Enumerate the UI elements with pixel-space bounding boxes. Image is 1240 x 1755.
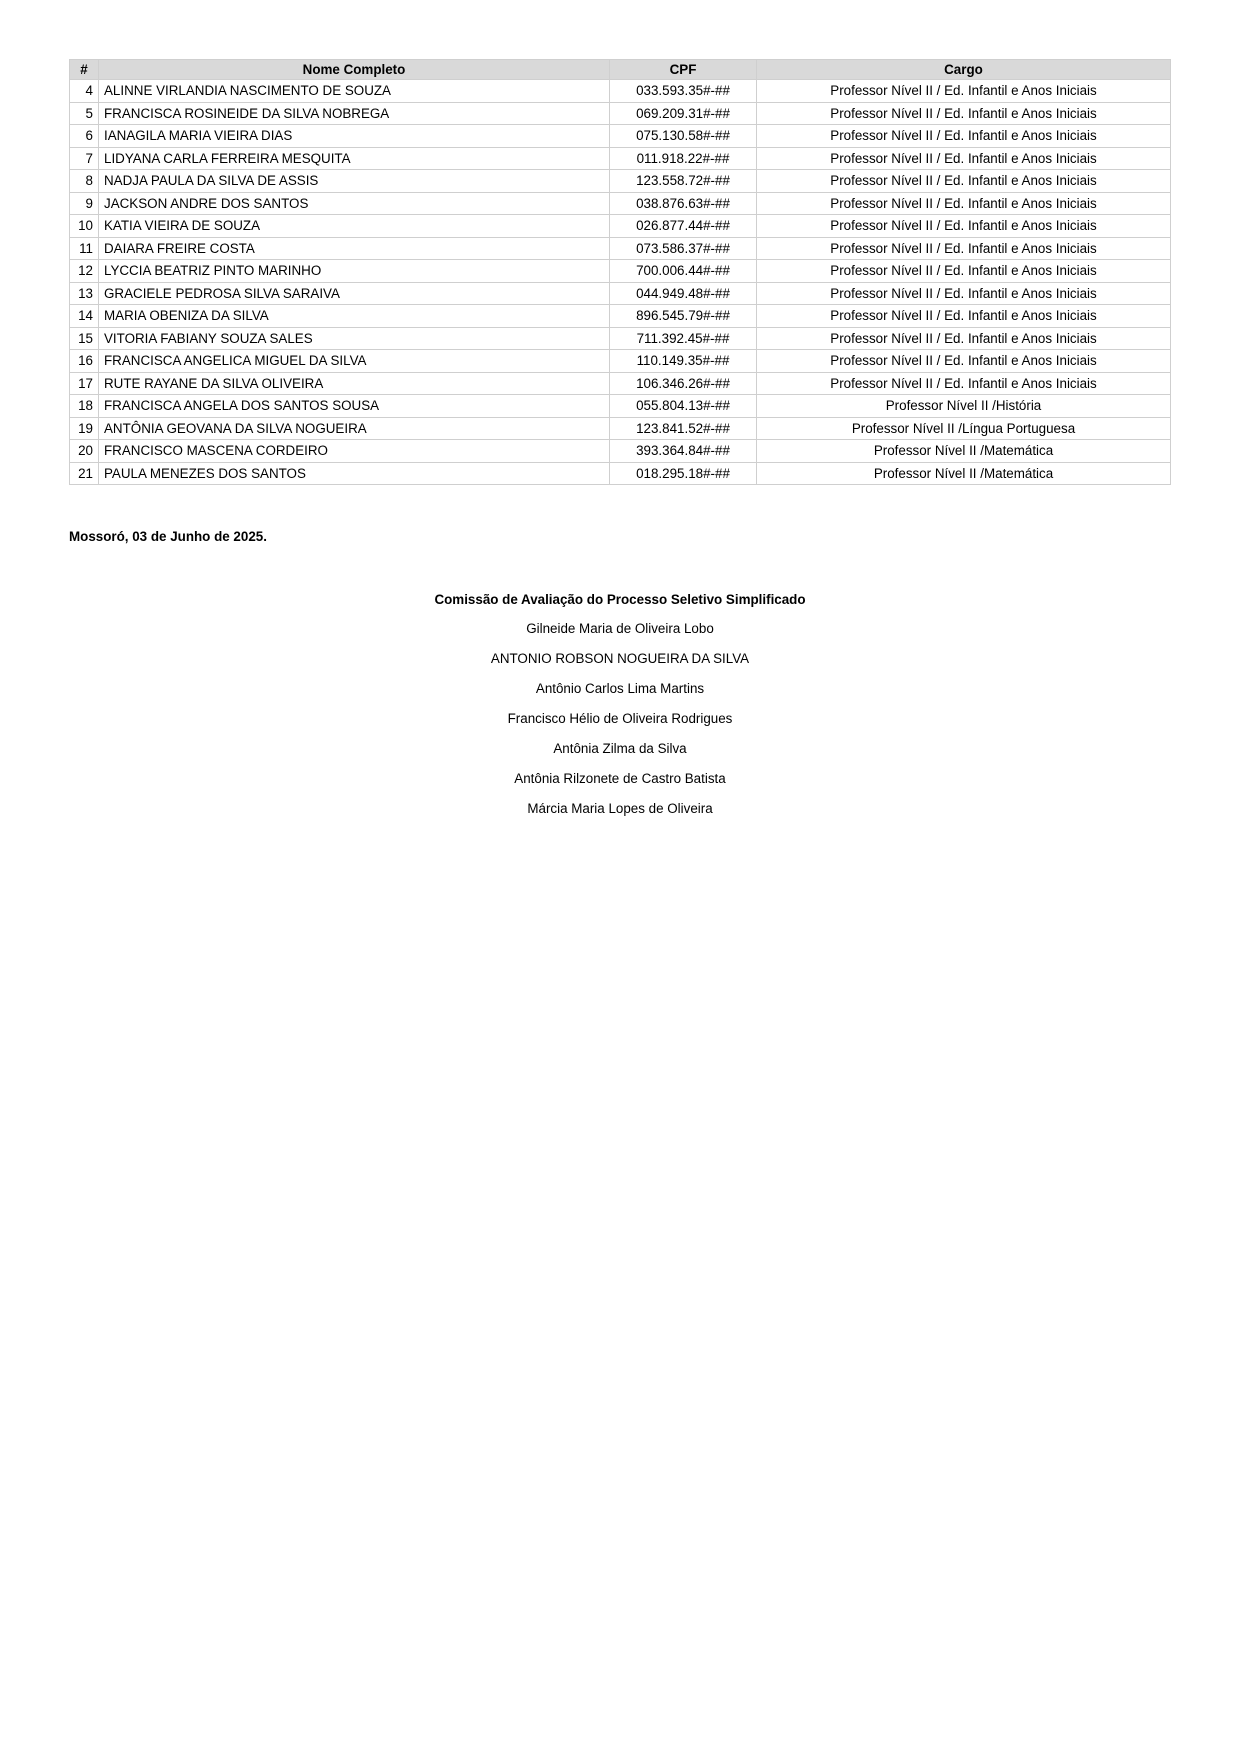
table-row (70, 350, 1171, 373)
row-full-name: LYCCIA BEATRIZ PINTO MARINHO (99, 260, 610, 283)
row-cpf: 110.149.35#-## (610, 350, 757, 373)
row-number: 18 (70, 395, 99, 418)
table-row (70, 462, 1171, 485)
row-cpf: 026.877.44#-## (610, 215, 757, 238)
header-number: # (70, 60, 99, 80)
row-full-name: ANTÔNIA GEOVANA DA SILVA NOGUEIRA (99, 417, 610, 440)
row-cpf: 033.593.35#-## (610, 80, 757, 103)
table-body (70, 80, 1171, 485)
table-row (70, 440, 1171, 463)
table-row (70, 327, 1171, 350)
row-position: Professor Nível II / Ed. Infantil e Anos Iniciais (757, 372, 1171, 395)
row-full-name: FRANCISCA ANGELA DOS SANTOS SOUSA (99, 395, 610, 418)
row-number: 5 (70, 102, 99, 125)
row-position: Professor Nível II / Ed. Infantil e Anos Iniciais (757, 170, 1171, 193)
table-row (70, 102, 1171, 125)
row-position: Professor Nível II /Língua Portuguesa (757, 417, 1171, 440)
row-full-name: DAIARA FREIRE COSTA (99, 237, 610, 260)
header-cpf: CPF (610, 60, 757, 80)
row-full-name: LIDYANA CARLA FERREIRA MESQUITA (99, 147, 610, 170)
row-number: 10 (70, 215, 99, 238)
row-number: 7 (70, 147, 99, 170)
table-row (70, 260, 1171, 283)
selection-results-table (69, 59, 1171, 485)
commission-member: Francisco Hélio de Oliveira Rodrigues (507, 711, 733, 726)
row-number: 11 (70, 237, 99, 260)
row-cpf: 069.209.31#-## (610, 102, 757, 125)
row-number: 13 (70, 282, 99, 305)
row-cpf: 123.558.72#-## (610, 170, 757, 193)
row-position: Professor Nível II /Matemática (757, 462, 1171, 485)
commission-member: Antônia Zilma da Silva (553, 741, 687, 756)
row-cpf: 018.295.18#-## (610, 462, 757, 485)
row-cpf: 055.804.13#-## (610, 395, 757, 418)
table-row (70, 282, 1171, 305)
row-position: Professor Nível II / Ed. Infantil e Anos Iniciais (757, 327, 1171, 350)
commission-members (0, 621, 1240, 831)
commission-member: ANTONIO ROBSON NOGUEIRA DA SILVA (490, 651, 750, 666)
row-number: 4 (70, 80, 99, 103)
row-position: Professor Nível II / Ed. Infantil e Anos Iniciais (757, 305, 1171, 328)
row-full-name: ALINNE VIRLANDIA NASCIMENTO DE SOUZA (99, 80, 610, 103)
commission-member: Gilneide Maria de Oliveira Lobo (526, 621, 714, 636)
row-full-name: GRACIELE PEDROSA SILVA SARAIVA (99, 282, 610, 305)
row-position: Professor Nível II / Ed. Infantil e Anos Iniciais (757, 215, 1171, 238)
table-row (70, 125, 1171, 148)
row-position: Professor Nível II /Matemática (757, 440, 1171, 463)
header-position: Cargo (757, 60, 1171, 80)
date-line: Mossoró, 03 de Junho de 2025. (69, 529, 267, 544)
row-full-name: RUTE RAYANE DA SILVA OLIVEIRA (99, 372, 610, 395)
table-row (70, 417, 1171, 440)
row-cpf: 711.392.45#-## (610, 327, 757, 350)
row-full-name: FRANCISCA ANGELICA MIGUEL DA SILVA (99, 350, 610, 373)
row-number: 21 (70, 462, 99, 485)
row-cpf: 106.346.26#-## (610, 372, 757, 395)
row-position: Professor Nível II / Ed. Infantil e Anos Iniciais (757, 350, 1171, 373)
row-position: Professor Nível II / Ed. Infantil e Anos Iniciais (757, 125, 1171, 148)
row-number: 17 (70, 372, 99, 395)
table-row (70, 215, 1171, 238)
row-position: Professor Nível II /História (757, 395, 1171, 418)
table-header-row (70, 60, 1171, 80)
row-full-name: JACKSON ANDRE DOS SANTOS (99, 192, 610, 215)
row-cpf: 123.841.52#-## (610, 417, 757, 440)
commission-member: Antônia Rilzonete de Castro Batista (514, 771, 726, 786)
row-cpf: 393.364.84#-## (610, 440, 757, 463)
row-position: Professor Nível II / Ed. Infantil e Anos Iniciais (757, 237, 1171, 260)
row-number: 20 (70, 440, 99, 463)
row-cpf: 011.918.22#-## (610, 147, 757, 170)
commission-block (0, 592, 1240, 831)
row-number: 15 (70, 327, 99, 350)
row-position: Professor Nível II / Ed. Infantil e Anos Iniciais (757, 80, 1171, 103)
table-row (70, 305, 1171, 328)
row-cpf: 896.545.79#-## (610, 305, 757, 328)
table-row (70, 147, 1171, 170)
row-full-name: IANAGILA MARIA VIEIRA DIAS (99, 125, 610, 148)
table-row (70, 372, 1171, 395)
commission-member: Márcia Maria Lopes de Oliveira (527, 801, 713, 816)
table-row (70, 237, 1171, 260)
table-row (70, 192, 1171, 215)
table-row (70, 80, 1171, 103)
header-full-name: Nome Completo (99, 60, 610, 80)
row-cpf: 044.949.48#-## (610, 282, 757, 305)
row-number: 14 (70, 305, 99, 328)
row-full-name: MARIA OBENIZA DA SILVA (99, 305, 610, 328)
commission-member: Antônio Carlos Lima Martins (535, 681, 705, 696)
table-row (70, 395, 1171, 418)
row-full-name: PAULA MENEZES DOS SANTOS (99, 462, 610, 485)
row-full-name: KATIA VIEIRA DE SOUZA (99, 215, 610, 238)
row-position: Professor Nível II / Ed. Infantil e Anos Iniciais (757, 282, 1171, 305)
row-full-name: FRANCISCA ROSINEIDE DA SILVA NOBREGA (99, 102, 610, 125)
row-full-name: FRANCISCO MASCENA CORDEIRO (99, 440, 610, 463)
table-row (70, 170, 1171, 193)
row-cpf: 038.876.63#-## (610, 192, 757, 215)
row-full-name: NADJA PAULA DA SILVA DE ASSIS (99, 170, 610, 193)
row-cpf: 075.130.58#-## (610, 125, 757, 148)
row-full-name: VITORIA FABIANY SOUZA SALES (99, 327, 610, 350)
row-position: Professor Nível II / Ed. Infantil e Anos Iniciais (757, 192, 1171, 215)
row-cpf: 700.006.44#-## (610, 260, 757, 283)
row-number: 12 (70, 260, 99, 283)
row-number: 19 (70, 417, 99, 440)
row-position: Professor Nível II / Ed. Infantil e Anos Iniciais (757, 102, 1171, 125)
row-number: 9 (70, 192, 99, 215)
commission-title: Comissão de Avaliação do Processo Seletivo Simplificado (434, 592, 806, 607)
row-cpf: 073.586.37#-## (610, 237, 757, 260)
row-position: Professor Nível II / Ed. Infantil e Anos Iniciais (757, 260, 1171, 283)
row-number: 8 (70, 170, 99, 193)
row-number: 6 (70, 125, 99, 148)
row-position: Professor Nível II / Ed. Infantil e Anos Iniciais (757, 147, 1171, 170)
row-number: 16 (70, 350, 99, 373)
